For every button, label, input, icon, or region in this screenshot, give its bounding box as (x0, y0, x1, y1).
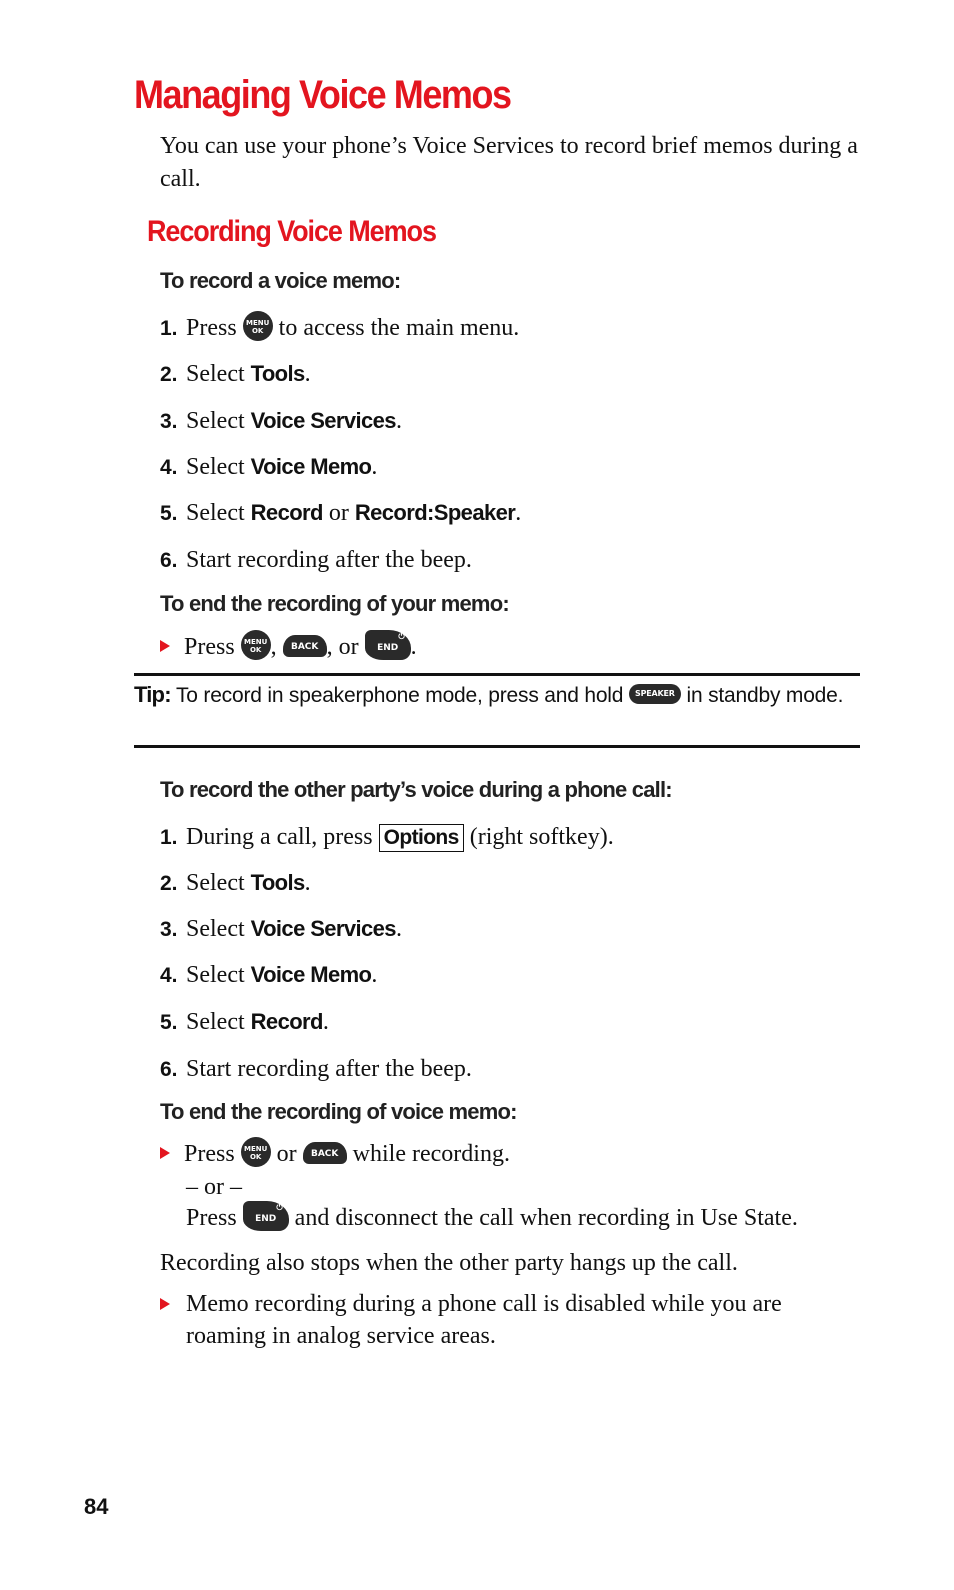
page-number: 84 (84, 1494, 109, 1519)
step-text: to access the main menu. (278, 315, 520, 341)
menu-option: Voice Services (250, 916, 396, 941)
step-number: 2. (160, 872, 178, 895)
punct: . (410, 634, 417, 660)
call-step-4 (160, 958, 377, 992)
step-text: During a call, press (186, 824, 373, 850)
menu-option: Voice Memo (250, 454, 372, 479)
step-text: Select (186, 408, 245, 434)
step-number: 6. (160, 549, 178, 572)
page-title: Managing Voice Memos (134, 73, 511, 117)
step-number: 4. (160, 964, 178, 987)
step-text: Select (186, 962, 245, 988)
step-text: Select (186, 454, 245, 480)
speaker-key-icon: SPEAKER (629, 684, 681, 704)
step-number: 3. (160, 410, 178, 433)
bullet-arrow-icon (160, 1147, 170, 1159)
punct: . (304, 870, 311, 896)
end-key-icon: END ⏻ (365, 630, 411, 660)
step-text: Press (184, 634, 235, 660)
record-step-5 (160, 496, 521, 530)
punct: , or (326, 634, 359, 660)
step-text: Start recording after the beep. (186, 1056, 472, 1082)
menu-ok-key-icon: MENU OK (241, 1137, 271, 1167)
step-number: 1. (160, 317, 178, 340)
call-end-alt (186, 1201, 798, 1235)
step-text: Select (186, 870, 245, 896)
menu-option: Record (250, 500, 323, 525)
tip-text: in standby mode. (686, 684, 844, 707)
call-step-5 (160, 1005, 329, 1039)
tip-label: Tip: (134, 682, 171, 707)
menu-ok-key-icon: MENU OK (241, 630, 271, 660)
note-paragraph: Recording also stops when the other party hangs up the call. (160, 1250, 738, 1276)
menu-option: Record (250, 1009, 323, 1034)
roaming-text: Memo recording during a phone call is disabled while you are roaming in analog service areas. (186, 1291, 782, 1349)
step-text: Press (186, 315, 237, 341)
section-title: Recording Voice Memos (147, 215, 436, 248)
step-text: Select (186, 916, 245, 942)
or-separator: – or – (186, 1174, 242, 1200)
back-key-icon: BACK (303, 1142, 347, 1164)
options-softkey: Options (379, 824, 464, 852)
call-end-bullet (160, 1137, 510, 1171)
punct: . (371, 962, 378, 988)
step-text: Select (186, 1009, 245, 1035)
step-text: while recording. (352, 1141, 510, 1167)
intro-paragraph: You can use your phone’s Voice Services to record brief memos during a call. (160, 133, 858, 192)
step-number: 3. (160, 918, 178, 941)
record-end-bullet (160, 630, 417, 664)
step-text: (right softkey). (469, 824, 614, 850)
menu-option: Tools (250, 361, 305, 386)
punct: . (515, 500, 522, 526)
punct: . (395, 408, 402, 434)
record-step-3 (160, 404, 402, 438)
step-text: Start recording after the beep. (186, 547, 472, 573)
step-text: or (328, 500, 349, 526)
punct: . (395, 916, 402, 942)
call-step-2 (160, 866, 311, 900)
record-end-heading: To end the recording of your memo: (160, 591, 509, 616)
step-text: or (276, 1141, 297, 1167)
tip-bottom-rule (134, 745, 860, 748)
step-number: 1. (160, 826, 178, 849)
step-number: 6. (160, 1058, 178, 1081)
record-heading: To record a voice memo: (160, 268, 401, 293)
step-number: 4. (160, 456, 178, 479)
step-number: 2. (160, 363, 178, 386)
bullet-arrow-icon (160, 640, 170, 652)
call-step-1 (160, 820, 614, 854)
power-icon: ⏻ (398, 632, 405, 642)
step-number: 5. (160, 1011, 178, 1034)
end-key-icon: END ⏻ (243, 1201, 289, 1231)
punct: . (371, 454, 378, 480)
tip-box (134, 680, 854, 711)
step-text: Select (186, 500, 245, 526)
step-text: and disconnect the call when recording in Use State. (294, 1205, 798, 1231)
punct: . (322, 1009, 329, 1035)
menu-option: Voice Memo (250, 962, 372, 987)
step-text: Press (184, 1141, 235, 1167)
menu-option: Voice Services (250, 408, 396, 433)
record-step-1 (160, 311, 519, 345)
record-step-4 (160, 450, 377, 484)
power-icon: ⏻ (276, 1203, 283, 1213)
record-step-6 (160, 543, 472, 577)
punct: , (270, 634, 277, 660)
tip-top-rule (134, 673, 860, 676)
menu-option: Record:Speaker (354, 500, 516, 525)
menu-option: Tools (250, 870, 305, 895)
call-step-6 (160, 1052, 472, 1086)
call-step-3 (160, 912, 402, 946)
step-text: Press (186, 1205, 237, 1231)
bullet-arrow-icon (160, 1298, 170, 1310)
punct: . (304, 361, 311, 387)
back-key-icon: BACK (283, 635, 327, 657)
call-heading: To record the other party’s voice during a phone call: (160, 777, 672, 802)
step-text: Select (186, 361, 245, 387)
step-number: 5. (160, 502, 178, 525)
call-end-heading: To end the recording of voice memo: (160, 1099, 517, 1124)
record-step-2 (160, 357, 311, 391)
menu-ok-key-icon: MENU OK (243, 311, 273, 341)
roaming-bullet (160, 1288, 860, 1352)
tip-text: To record in speakerphone mode, press and hold (175, 684, 624, 707)
